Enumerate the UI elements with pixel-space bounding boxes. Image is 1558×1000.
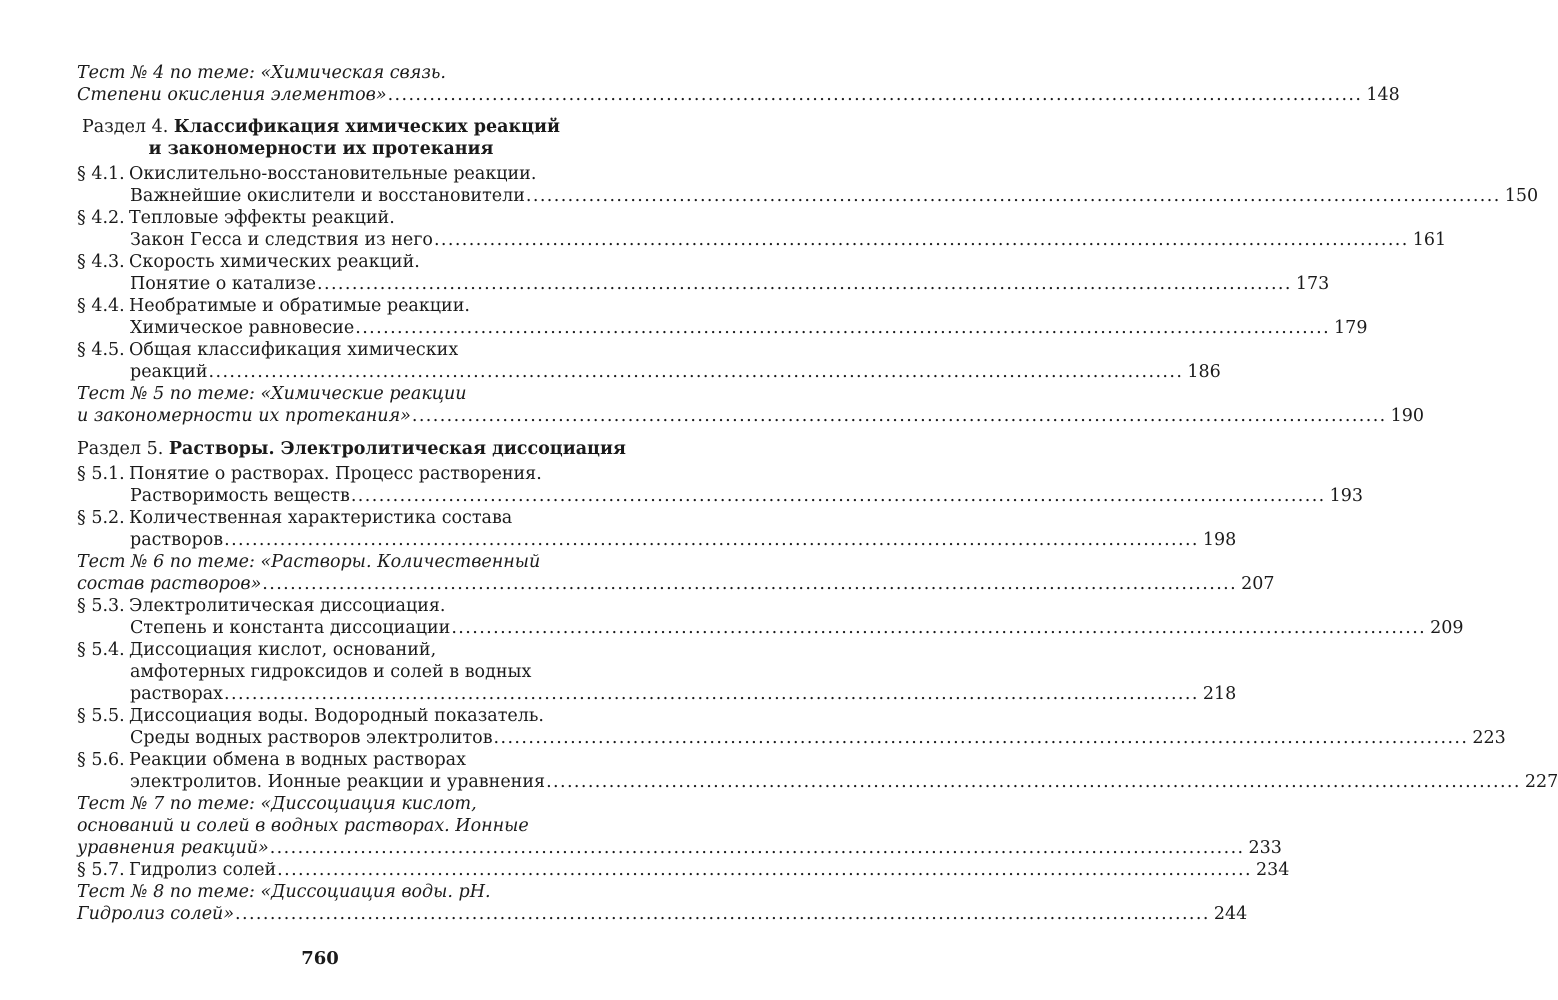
toc-entry-5-1-cont [130,485,1364,507]
leader-dots [235,903,1210,925]
test8-title-line1: Тест № 8 по теме: «Диссоциация воды. pH. [77,882,491,902]
section-number: § 4.2. [77,208,125,228]
entry-page: 179 [1334,318,1368,338]
test4-entry-cont [77,84,1400,106]
section-number: § 5.6. [77,750,125,770]
entry-title-line2: Понятие о катализе [130,274,317,294]
entry-title-line3: растворах [130,684,224,704]
test7-entry-cont [77,815,565,837]
toc-entry-4-4 [77,295,565,317]
section-number: § 5.1. [77,464,125,484]
test5-page: 190 [1390,406,1425,426]
entry-title-line1: Диссоциация кислот, оснований, [129,640,437,660]
test6-entry-cont [77,573,1275,595]
entry-title-line2: растворов [130,530,224,550]
entry-title-line1: Гидролиз солей [129,860,277,880]
test5-title-line1: Тест № 5 по теме: «Химические реакции [77,384,467,404]
test8-entry-cont [77,903,1248,925]
entry-page: 209 [1430,618,1464,638]
test7-title-line1: Тест № 7 по теме: «Диссоциация кислот, [77,794,477,814]
entry-title-line1: Общая классификация химических [129,340,459,360]
section4-heading [77,116,565,138]
toc-entry-4-4-cont [130,317,1368,339]
entry-title-line1: Скорость химических реакций. [129,252,420,272]
entry-title-line2: Химическое равновесие [130,318,355,338]
entry-title-line1: Электролитическая диссоциация. [129,596,446,616]
section-number: § 4.1. [77,164,125,184]
test5-entry-cont [77,405,1425,427]
test5-title-line2: и закономерности их протекания» [77,406,411,426]
section4-title-line1: Классификация химических реакций [173,117,560,137]
entry-page: 186 [1187,362,1221,382]
section4-title-line2: и закономерности их протекания [148,139,494,159]
toc-entry-5-6 [77,749,565,771]
toc-entry-5-4-cont [130,661,565,683]
test7-page: 233 [1248,838,1282,858]
leader-dots [224,683,1199,705]
leader-dots [412,405,1387,427]
entry-title-line1: Диссоциация воды. Водородный показатель. [129,706,544,726]
test5-entry [77,383,565,405]
entry-title-line2: Закон Гесса и следствия из него [130,230,433,250]
leader-dots [526,185,1501,207]
section5-label: Раздел 5. [77,439,164,459]
leader-dots [209,361,1184,383]
toc-entry-5-2-cont [130,529,1237,551]
entry-page: 218 [1202,684,1237,704]
toc-entry-4-2-cont [130,229,1447,251]
section-number: § 5.7. [77,860,125,880]
leader-dots [262,573,1237,595]
toc-entry-4-2 [77,207,565,229]
section-number: § 5.2. [77,508,125,528]
test6-title-line1: Тест № 6 по теме: «Растворы. Количественный [77,552,541,572]
test4-entry [77,62,565,84]
test7-title-line3: уравнения реакций» [77,838,269,858]
section-number: § 4.3. [77,252,125,272]
entry-title-line2: амфотерных гидроксидов и солей в водных [130,662,532,682]
leader-dots [546,771,1521,793]
entry-title-line2: реакций [130,362,208,382]
leader-dots [388,84,1363,106]
test8-title-line2: Гидролиз солей» [77,904,235,924]
toc-entry-4-5 [77,339,565,361]
toc-entry-5-1 [77,463,565,485]
section5-title: Растворы. Электролитическая диссоциация [168,439,626,459]
test4-title-line2: Степени окисления элементов» [77,85,387,105]
toc-entry-5-5 [77,705,565,727]
entry-page: 173 [1295,274,1330,294]
toc-entry-4-1 [77,163,565,185]
leader-dots [355,317,1330,339]
test8-page: 244 [1213,904,1248,924]
entry-title-line1: Количественная характеристика состава [129,508,513,528]
entry-title-line1: Реакции обмена в водных растворах [129,750,466,770]
toc-entry-4-3-cont [130,273,1330,295]
test6-entry [77,551,565,573]
section4-heading-cont [77,138,565,160]
test6-page: 207 [1241,574,1275,594]
entry-page: 234 [1255,860,1290,880]
toc-entry-5-6-cont [130,771,1558,793]
entry-title-line2: Среды водных растворов электролитов [130,728,493,748]
test7-entry [77,793,565,815]
test7-entry-cont2 [77,837,1282,859]
leader-dots [317,273,1292,295]
leader-dots [351,485,1326,507]
entry-page: 161 [1412,230,1447,250]
entry-page: 150 [1504,186,1539,206]
entry-title-line2: Степень и константа диссоциации [130,618,451,638]
entry-title-line1: Окислительно-восстановительные реакции. [129,164,537,184]
entry-page: 227 [1524,772,1558,792]
toc-entry-5-5-cont [130,727,1506,749]
test4-page: 148 [1366,85,1400,105]
toc-entry-5-3-cont [130,617,1464,639]
leader-dots [494,727,1469,749]
toc-entry-4-1-cont [130,185,1539,207]
section-number: § 5.5. [77,706,125,726]
entry-title-line1: Тепловые эффекты реакций. [129,208,395,228]
toc-entry-4-5-cont [130,361,1221,383]
test8-entry [77,881,565,903]
leader-dots [451,617,1426,639]
entry-page: 223 [1472,728,1506,748]
section-number: § 5.4. [77,640,125,660]
toc-entry-5-4-cont2 [130,683,1237,705]
test6-title-line2: состав растворов» [77,574,262,594]
toc-entry-5-3 [77,595,565,617]
toc-entry-4-3 [77,251,565,273]
entry-title-line2: электролитов. Ионные реакции и уравнения [130,772,546,792]
entry-title-line1: Необратимые и обратимые реакции. [129,296,470,316]
section5-heading [77,438,626,460]
section4-label: Раздел 4. [82,117,169,137]
leader-dots [270,837,1245,859]
section-number: § 5.3. [77,596,125,616]
entry-page: 193 [1329,486,1364,506]
toc-entry-5-7 [77,859,1290,881]
test4-title-line1: Тест № 4 по теме: «Химическая связь. [77,63,446,83]
section-number: § 4.4. [77,296,125,316]
toc-entry-5-2 [77,507,565,529]
page-number: 760 [301,948,339,969]
entry-title-line2: Растворимость веществ [130,486,350,506]
leader-dots [434,229,1409,251]
leader-dots [277,859,1252,881]
leader-dots [224,529,1199,551]
toc-entry-5-4 [77,639,565,661]
entry-page: 198 [1202,530,1237,550]
entry-title-line1: Понятие о растворах. Процесс растворения. [129,464,542,484]
section-number: § 4.5. [77,340,125,360]
test7-title-line2: оснований и солей в водных растворах. Ионные [77,816,529,836]
entry-title-line2: Важнейшие окислители и восстановители [130,186,525,206]
